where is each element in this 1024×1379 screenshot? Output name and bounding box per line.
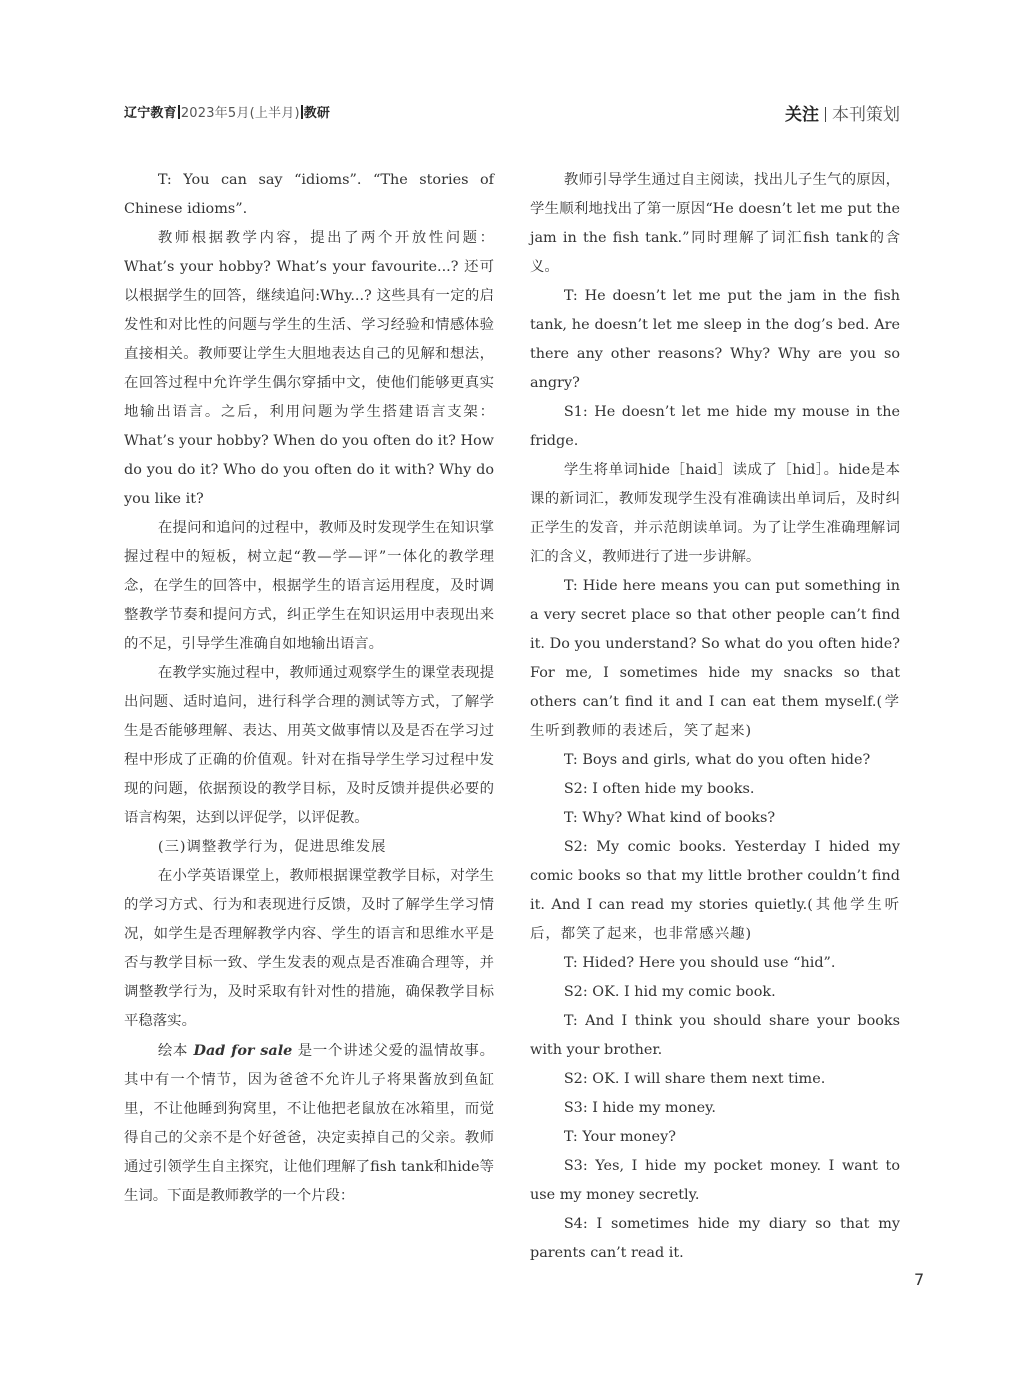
student-answer: S2: My comic books. Yesterday I hided my comic books so that my little brother couldn’t find it. And I can read my stories quietly.: [530, 839, 900, 913]
section-subheading: (三)调整教学行为，促进思维发展: [157, 839, 387, 855]
journal-name: 辽宁教育: [124, 106, 177, 121]
book-prefix: 绘本: [157, 1043, 189, 1059]
book-description: 是一个讲述父爱的温情故事。其中有一个情节，因为爸爸不允许儿子将果酱放到鱼缸里，不让他睡到狗窝里，不让他把老鼠放在冰箱里，而觉得自己的父亲不是个好爸爸，决定卖掉自己的父亲。教师通过引领学生自主探究，让他们理解了fish tank和hide等生词。下面是教师教学的一个片段：: [124, 1043, 494, 1204]
teacher-explanation: T: Hide here means you can put something in a very secret place so that other people can’t find it. Do you understand? So what do you often hide? For me, I sometimes hide my snacks so that others can’t find it and I can eat them myself.: [530, 578, 900, 710]
left-column: [124, 166, 494, 1211]
dialogue-line: S2: I often hide my books.: [563, 781, 755, 797]
paragraph: 学生将单词hide［haid］读成了［hid］。hide是本课的新词汇，教师发现学生没有准确读出单词后，及时纠正学生的发音，并示范朗读单词。为了让学生准确理解词汇的含义，教师进行了进一步讲解。: [530, 462, 900, 565]
issue-date: 2023年5月(上半月): [180, 106, 300, 121]
dialogue-line: S2: OK. I hid my comic book.: [563, 984, 776, 1000]
dialogue-line: T: Your money?: [563, 1129, 676, 1145]
right-column: [530, 166, 900, 1268]
paragraph: 在小学英语课堂上，教师根据课堂教学目标，对学生的学习方式、行为和表现进行反馈，及时了解学生学习情况，如学生是否理解教学内容、学生的语言和思维水平是否与教学目标一致、学生发表的观点是否准确合理等，并调整教学行为，及时采取有针对性的措施，确保教学目标平稳落实。: [124, 868, 494, 1029]
dialogue-line: T: He doesn’t let me put the jam in the fish tank, he doesn’t let me sleep in the dog’s bed. Are there any other reasons? Why? Why are you so angry?: [530, 288, 900, 391]
header-divider: [825, 107, 826, 122]
dialogue-line: T: And I think you should share your books with your brother.: [530, 1013, 900, 1058]
column-name: 本刊策划: [832, 105, 900, 125]
paragraph: 教师引导学生通过自主阅读，找出儿子生气的原因，学生顺利地找出了第一原因“He doesn’t let me put the jam in the fish tank.”同时理解了词汇fish tank的含义。: [530, 172, 900, 275]
dialogue-line: [530, 572, 900, 746]
header-separator: [301, 105, 303, 119]
header-separator: [178, 105, 180, 119]
dialogue-line: S3: Yes, I hide my pocket money. I want to use my money secretly.: [530, 1158, 900, 1203]
dialogue-line: S1: He doesn’t let me hide my mouse in the fridge.: [530, 404, 900, 449]
running-header-left: [124, 102, 330, 121]
dialogue-line: S3: I hide my money.: [563, 1100, 716, 1116]
book-title: Dad for sale: [193, 1042, 293, 1059]
dialogue-line: S2: OK. I will share them next time.: [563, 1071, 826, 1087]
dialogue-line: S4: I sometimes hide my diary so that my parents can’t read it.: [530, 1216, 900, 1261]
paragraph: 在提问和追问的过程中，教师及时发现学生在知识掌握过程中的短板，树立起“教—学—评”一体化的教学理念，在学生的回答中，根据学生的语言运用程度，及时调整教学节奏和提问方式，纠正学生在知识运用中表现出来的不足，引导学生准确自如地输出语言。: [124, 520, 494, 652]
running-header-right: [785, 100, 900, 125]
dialogue-line: T: Why? What kind of books?: [563, 810, 776, 826]
paragraph: T: You can say “idioms”. “The stories of Chinese idioms”.: [124, 172, 494, 217]
section-name: 教研: [303, 106, 331, 121]
paragraph: 教师根据教学内容，提出了两个开放性问题：What’s your hobby? What’s your favourite...? 还可以根据学生的回答，继续追问:Why...? 这些具有一定的启发性和对比性的问题与学生的生活、学习经验和情感体验直接相关。教师要让学生大胆地表达自己的见解和想法，在回答过程中允许学生偶尔穿插中文，使他们能够更真实地输出语言。之后，利用问题为学生搭建语言支架：What’s your hobby? When do you often do it? How do you do it? Who do you often do it with? Why do you like it?: [124, 230, 494, 507]
dialogue-line: [530, 833, 900, 949]
book-paragraph: [124, 1036, 494, 1211]
paragraph: 在教学实施过程中，教师通过观察学生的课堂表现提出问题、适时追问，进行科学合理的测试等方式，了解学生是否能够理解、表达、用英文做事情以及是否在学习过程中形成了正确的价值观。针对在指导学生学习过程中发现的问题，依据预设的教学目标，及时反馈并提供必要的语言构架，达到以评促学，以评促教。: [124, 665, 494, 826]
page-number: 7: [914, 1270, 925, 1289]
classroom-note: (其他学生听后，都笑了起来，也非常感兴趣): [530, 897, 900, 942]
dialogue-line: T: Hided? Here you should use “hid”.: [563, 955, 836, 971]
dialogue-line: T: Boys and girls, what do you often hide?: [563, 752, 871, 768]
column-tag: 关注: [785, 105, 819, 125]
classroom-note: (学生听到教师的表述后，笑了起来): [530, 694, 900, 739]
